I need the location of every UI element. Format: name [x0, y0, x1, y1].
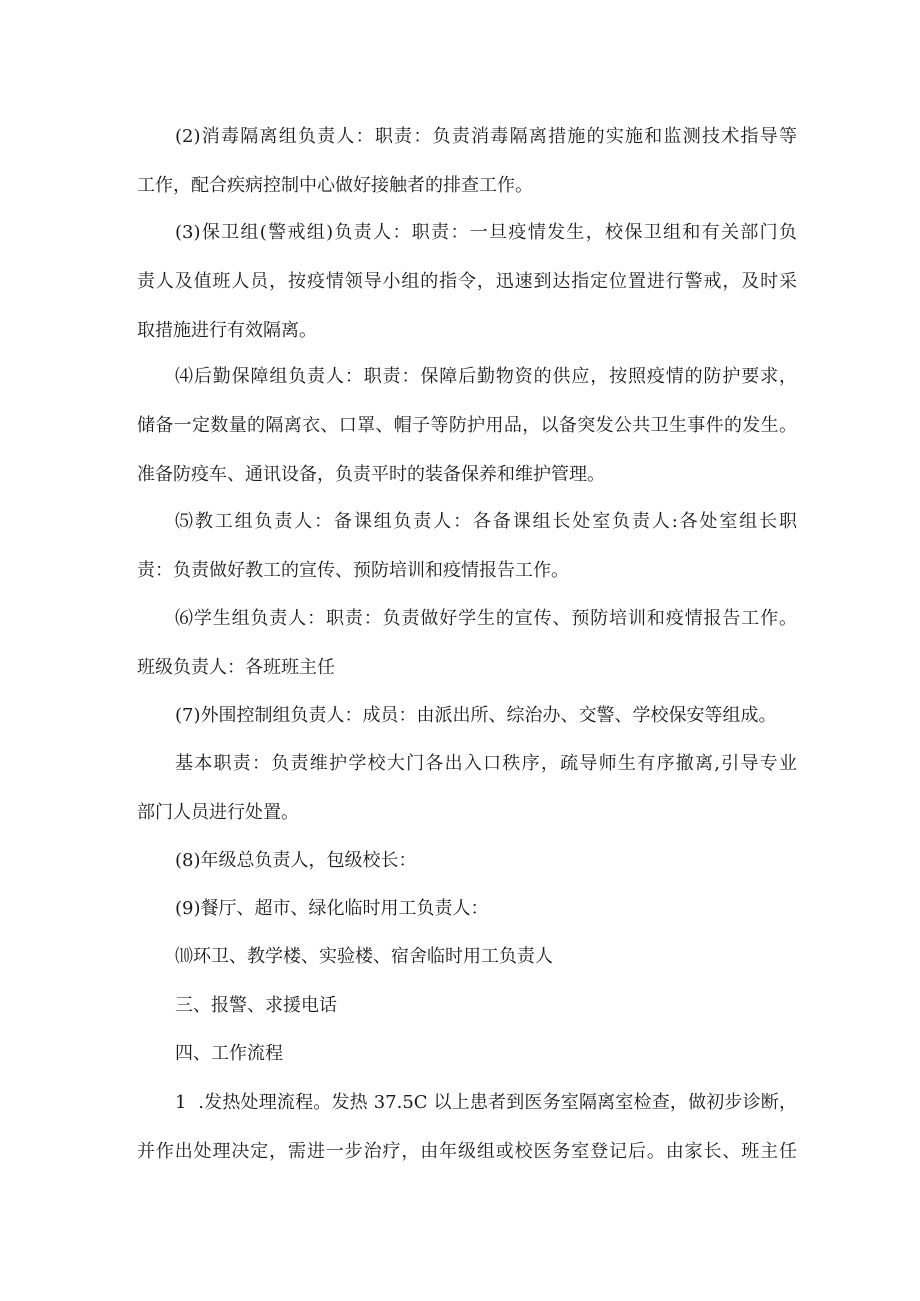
paragraph-item-10: [137, 932, 797, 981]
paragraph-item-5: [137, 497, 797, 595]
text-line: 1 .发热处理流程。发热 37.5C 以上患者到医务室隔离室检查，做初步诊断，: [175, 1092, 797, 1113]
text-line: (9)餐厅、超市、绿化临时用工负责人：: [175, 898, 489, 919]
text-line: 工作，配合疾病控制中心做好接触者的排查工作。: [137, 175, 533, 196]
text-line: 取措施进行有效隔离。: [137, 320, 317, 341]
text-line: 责人及值班人员，按疫情领导小组的指令，迅速到达指定位置进行警戒，及时采: [137, 271, 797, 292]
section-heading-4: [137, 1029, 797, 1078]
paragraph-item-3: [137, 208, 797, 355]
text-line: 基本职责：负责维护学校大门各出入口秩序，疏导师生有序撤离,引导专业: [175, 753, 797, 774]
paragraph-basic-duties: [137, 739, 797, 837]
paragraph-item-7: [137, 691, 797, 740]
paragraph-step-1: [137, 1078, 797, 1176]
text-line: 并作出处理决定，需进一步治疗，由年级组或校医务室登记后。由家长、班主任: [137, 1141, 797, 1162]
text-line: ⑷后勤保障组负责人：职责：保障后勤物资的供应，按照疫情的防护要求，: [175, 366, 797, 387]
text-line: 储备一定数量的隔离衣、口罩、帽子等防护用品，以备突发公共卫生事件的发生。: [137, 415, 797, 436]
paragraph-item-4: [137, 352, 797, 499]
section-heading-3: [137, 981, 797, 1030]
text-line: (3)保卫组(警戒组)负责人：职责：一旦疫情发生，校保卫组和有关部门负: [175, 222, 797, 243]
text-line: (7)外围控制组负责人：成员：由派出所、综治办、交警、学校保安等组成。: [175, 705, 777, 726]
text-line: 部门人员进行处置。: [137, 802, 299, 823]
text-line: (2)消毒隔离组负责人：职责：负责消毒隔离措施的实施和监测技术指导等: [175, 126, 797, 147]
text-line: 责：负责做好教工的宣传、预防培训和疫情报告工作。: [137, 560, 569, 581]
text-line: 准备防疫车、通讯设备，负责平时的装备保养和维护管理。: [137, 464, 605, 485]
text-line: ⑹学生组负责人：职责：负责做好学生的宣传、预防培训和疫情报告工作。: [175, 608, 797, 629]
text-line: (8)年级总负责人，包级校长：: [175, 850, 417, 871]
text-line: 三、报警、求援电话: [175, 995, 337, 1016]
paragraph-item-9: [137, 884, 797, 933]
paragraph-item-6: [137, 594, 797, 692]
paragraph-item-2: [137, 112, 797, 210]
text-line: 班级负责人：各班班主任: [137, 657, 335, 678]
text-line: 四、工作流程: [175, 1043, 283, 1064]
paragraph-item-8: [137, 836, 797, 885]
text-line: ⑸教工组负责人：备课组负责人：各备课组长处室负责人:各处室组长职: [175, 511, 797, 532]
text-line: ⑽环卫、教学楼、实验楼、宿舍临时用工负责人: [175, 946, 553, 967]
